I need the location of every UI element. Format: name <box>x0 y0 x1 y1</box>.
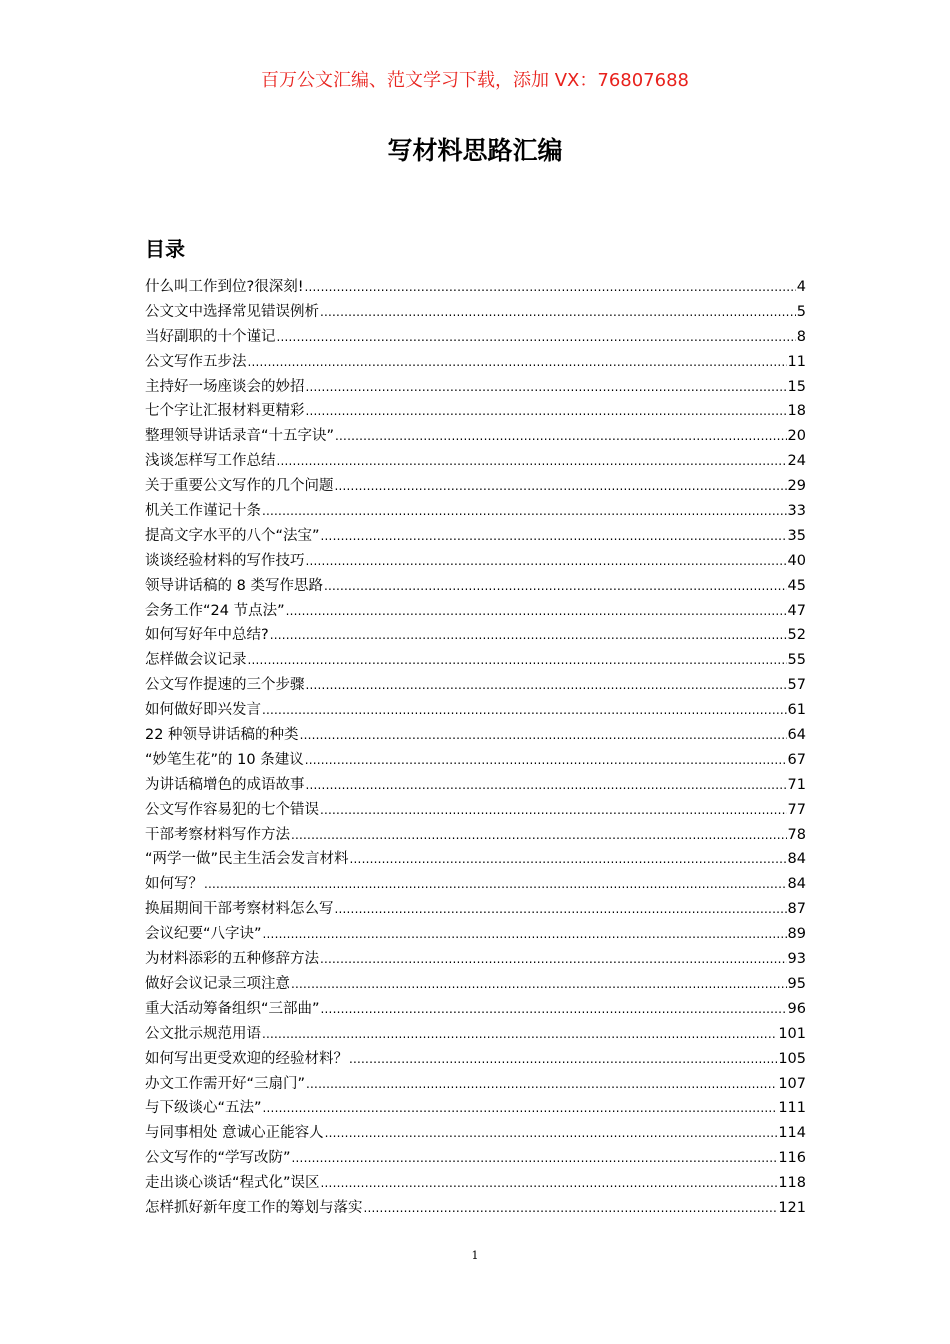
toc-entry-page: 24 <box>787 453 806 470</box>
toc-dot-leader <box>306 673 787 698</box>
toc-entry-page: 93 <box>787 951 806 968</box>
toc-entry-page: 107 <box>778 1075 806 1092</box>
toc-dot-leader <box>305 748 787 773</box>
toc-dot-leader <box>263 1096 778 1121</box>
toc-dot-leader <box>262 698 787 723</box>
toc-dot-leader <box>306 399 787 424</box>
toc-dot-leader <box>305 275 796 300</box>
toc-entry-page: 61 <box>787 702 806 719</box>
toc-entry-page: 84 <box>787 851 806 868</box>
toc-entry[interactable] <box>145 1047 806 1072</box>
toc-entry-page: 47 <box>787 602 806 619</box>
toc-entry[interactable] <box>145 375 806 400</box>
toc-entry-page: 18 <box>787 403 806 420</box>
toc-entry[interactable] <box>145 300 806 325</box>
toc-dot-leader <box>300 723 787 748</box>
toc-entry[interactable] <box>145 474 806 499</box>
toc-entry[interactable] <box>145 549 806 574</box>
toc-entry[interactable] <box>145 599 806 624</box>
toc-entry-title: 做好会议记录三项注意 <box>145 975 290 992</box>
toc-entry-page: 116 <box>778 1150 806 1167</box>
toc-entry-page: 52 <box>787 627 806 644</box>
toc-entry-page: 35 <box>787 527 806 544</box>
toc-entry-title: 主持好一场座谈会的妙招 <box>145 378 305 395</box>
toc-dot-leader <box>321 524 787 549</box>
toc-entry-title: 22 种领导讲话稿的种类 <box>145 727 299 744</box>
page-number: 1 <box>471 1249 479 1262</box>
toc-entry-page: 78 <box>787 826 806 843</box>
toc-entry[interactable] <box>145 1146 806 1171</box>
toc-entry-title: 如何写？ <box>145 876 203 893</box>
toc-dot-leader <box>277 449 787 474</box>
toc-entry-page: 40 <box>787 552 806 569</box>
toc-entry-title: 公文文中选择常见错误例析 <box>145 303 319 320</box>
toc-entry[interactable] <box>145 350 806 375</box>
toc-entry-page: 64 <box>787 727 806 744</box>
toc-heading: 目录 <box>145 237 185 261</box>
toc-dot-leader <box>320 798 787 823</box>
toc-entry-title: 公文写作的“学写改防” <box>145 1150 291 1167</box>
toc-entry-page: 29 <box>787 478 806 495</box>
toc-entry[interactable] <box>145 574 806 599</box>
toc-dot-leader <box>270 623 787 648</box>
toc-entry[interactable] <box>145 947 806 972</box>
toc-dot-leader <box>321 1171 778 1196</box>
toc-entry[interactable] <box>145 275 806 300</box>
toc-entry-title: 领导讲话稿的 8 类写作思路 <box>145 577 323 594</box>
toc-entry-title: 怎样做会议记录 <box>145 652 247 669</box>
toc-entry[interactable] <box>145 673 806 698</box>
toc-entry-title: 与下级谈心“五法” <box>145 1100 262 1117</box>
toc-entry-title: 整理领导讲话录音“十五字诀” <box>145 428 335 445</box>
toc-entry-page: 55 <box>787 652 806 669</box>
toc-dot-leader <box>321 997 787 1022</box>
toc-entry-page: 114 <box>778 1125 806 1142</box>
toc-entry-page: 11 <box>787 353 806 370</box>
toc-dot-leader <box>320 947 787 972</box>
toc-entry-title: 会议纪要“八字诀” <box>145 926 262 943</box>
toc-entry-page: 121 <box>778 1199 806 1216</box>
toc-entry-title: 关于重要公文写作的几个问题 <box>145 478 334 495</box>
toc-dot-leader <box>291 972 787 997</box>
toc-dot-leader <box>350 847 787 872</box>
toc-dot-leader <box>248 648 787 673</box>
toc-entry-page: 4 <box>796 279 806 295</box>
toc-entry-title: 为材料添彩的五种修辞方法 <box>145 951 319 968</box>
toc-entry-page: 96 <box>787 1000 806 1017</box>
toc-dot-leader <box>320 300 796 325</box>
toc-entry-page: 67 <box>787 751 806 768</box>
toc-dot-leader <box>335 424 787 449</box>
toc-entry-page: 57 <box>787 677 806 694</box>
toc-entry-page: 118 <box>778 1175 806 1192</box>
toc-dot-leader <box>292 1146 778 1171</box>
toc-entry-title: 走出谈心谈话“程式化”误区 <box>145 1175 320 1192</box>
toc-entry-title: 换届期间干部考察材料怎么写 <box>145 901 334 918</box>
toc-entry-page: 95 <box>787 975 806 992</box>
toc-entry-title: “两学一做”民主生活会发言材料 <box>145 851 349 868</box>
toc-entry-page: 111 <box>778 1100 806 1117</box>
toc-dot-leader <box>306 549 787 574</box>
toc-entry[interactable] <box>145 524 806 549</box>
toc-entry-title: 与同事相处 意诚心正能容人 <box>145 1125 324 1142</box>
toc-entry-title: 谈谈经验材料的写作技巧 <box>145 552 305 569</box>
toc-entry[interactable] <box>145 847 806 872</box>
toc-entry-title: 当好副职的十个谨记 <box>145 328 276 345</box>
table-of-contents <box>145 275 806 1221</box>
toc-dot-leader <box>277 325 796 350</box>
toc-entry-page: 87 <box>787 901 806 918</box>
toc-entry-title: 公文写作容易犯的七个错误 <box>145 801 319 818</box>
toc-entry[interactable] <box>145 698 806 723</box>
toc-entry-page: 77 <box>787 801 806 818</box>
toc-entry-title: 干部考察材料写作方法 <box>145 826 290 843</box>
download-banner: 百万公文汇编、范文学习下载，添加 VX：76807688 <box>261 70 689 91</box>
toc-entry[interactable] <box>145 648 806 673</box>
toc-entry-title: 浅谈怎样写工作总结 <box>145 453 276 470</box>
toc-entry[interactable] <box>145 1072 806 1097</box>
toc-dot-leader <box>286 599 787 624</box>
toc-entry-title: 怎样抓好新年度工作的筹划与落实 <box>145 1199 363 1216</box>
toc-entry-page: 20 <box>787 428 806 445</box>
toc-entry[interactable] <box>145 399 806 424</box>
toc-dot-leader <box>248 350 787 375</box>
toc-entry-page: 89 <box>787 926 806 943</box>
toc-entry-title: 提高文字水平的八个“法宝” <box>145 527 320 544</box>
toc-dot-leader <box>263 922 787 947</box>
toc-dot-leader <box>306 773 787 798</box>
toc-dot-leader <box>306 1072 777 1097</box>
toc-dot-leader <box>325 1121 778 1146</box>
toc-entry-title: 如何做好即兴发言 <box>145 702 261 719</box>
toc-entry-title: 公文写作提速的三个步骤 <box>145 677 305 694</box>
toc-dot-leader <box>324 574 787 599</box>
toc-entry-title: 办文工作需开好“三扇门” <box>145 1075 306 1092</box>
toc-entry[interactable] <box>145 623 806 648</box>
toc-entry-page: 8 <box>796 328 806 345</box>
toc-entry-title: 什么叫工作到位?很深刻! <box>145 279 304 295</box>
toc-dot-leader <box>349 1047 777 1072</box>
toc-entry[interactable] <box>145 1022 806 1047</box>
toc-entry[interactable] <box>145 1121 806 1146</box>
toc-dot-leader <box>335 897 787 922</box>
toc-dot-leader <box>364 1196 778 1221</box>
toc-entry-page: 5 <box>796 303 806 320</box>
toc-entry[interactable] <box>145 424 806 449</box>
toc-entry-page: 33 <box>787 503 806 520</box>
toc-dot-leader <box>306 375 787 400</box>
toc-entry-title: 机关工作谨记十条 <box>145 503 261 520</box>
toc-dot-leader <box>262 499 787 524</box>
toc-entry[interactable] <box>145 1196 806 1221</box>
toc-entry-page: 84 <box>787 876 806 893</box>
toc-dot-leader <box>291 823 787 848</box>
toc-entry[interactable] <box>145 748 806 773</box>
toc-entry[interactable] <box>145 499 806 524</box>
toc-entry[interactable] <box>145 823 806 848</box>
toc-entry-page: 105 <box>778 1050 806 1067</box>
toc-entry-title: “妙笔生花”的 10 条建议 <box>145 751 304 768</box>
toc-entry[interactable] <box>145 449 806 474</box>
toc-entry[interactable] <box>145 972 806 997</box>
toc-dot-leader <box>204 872 787 897</box>
toc-entry[interactable] <box>145 922 806 947</box>
toc-entry[interactable] <box>145 773 806 798</box>
toc-entry[interactable] <box>145 723 806 748</box>
toc-entry-title: 七个字让汇报材料更精彩 <box>145 403 305 420</box>
toc-entry[interactable] <box>145 997 806 1022</box>
document-title: 写材料思路汇编 <box>387 136 563 165</box>
toc-entry-title: 重大活动筹备组织“三部曲” <box>145 1000 320 1017</box>
toc-entry-title: 如何写出更受欢迎的经验材料？ <box>145 1050 348 1067</box>
toc-entry-page: 71 <box>787 776 806 793</box>
toc-entry-page: 101 <box>778 1025 806 1042</box>
toc-entry[interactable] <box>145 798 806 823</box>
toc-entry-title: 如何写好年中总结? <box>145 627 269 644</box>
toc-dot-leader <box>335 474 787 499</box>
toc-entry[interactable] <box>145 897 806 922</box>
toc-dot-leader <box>262 1022 777 1047</box>
toc-entry-title: 会务工作“24 节点法” <box>145 602 285 619</box>
toc-entry-title: 公文写作五步法 <box>145 353 247 370</box>
toc-entry[interactable] <box>145 1171 806 1196</box>
toc-entry[interactable] <box>145 325 806 350</box>
toc-entry-page: 45 <box>787 577 806 594</box>
toc-entry-page: 15 <box>787 378 806 395</box>
toc-entry-title: 为讲话稿增色的成语故事 <box>145 776 305 793</box>
toc-entry[interactable] <box>145 1096 806 1121</box>
toc-entry[interactable] <box>145 872 806 897</box>
toc-entry-title: 公文批示规范用语 <box>145 1025 261 1042</box>
